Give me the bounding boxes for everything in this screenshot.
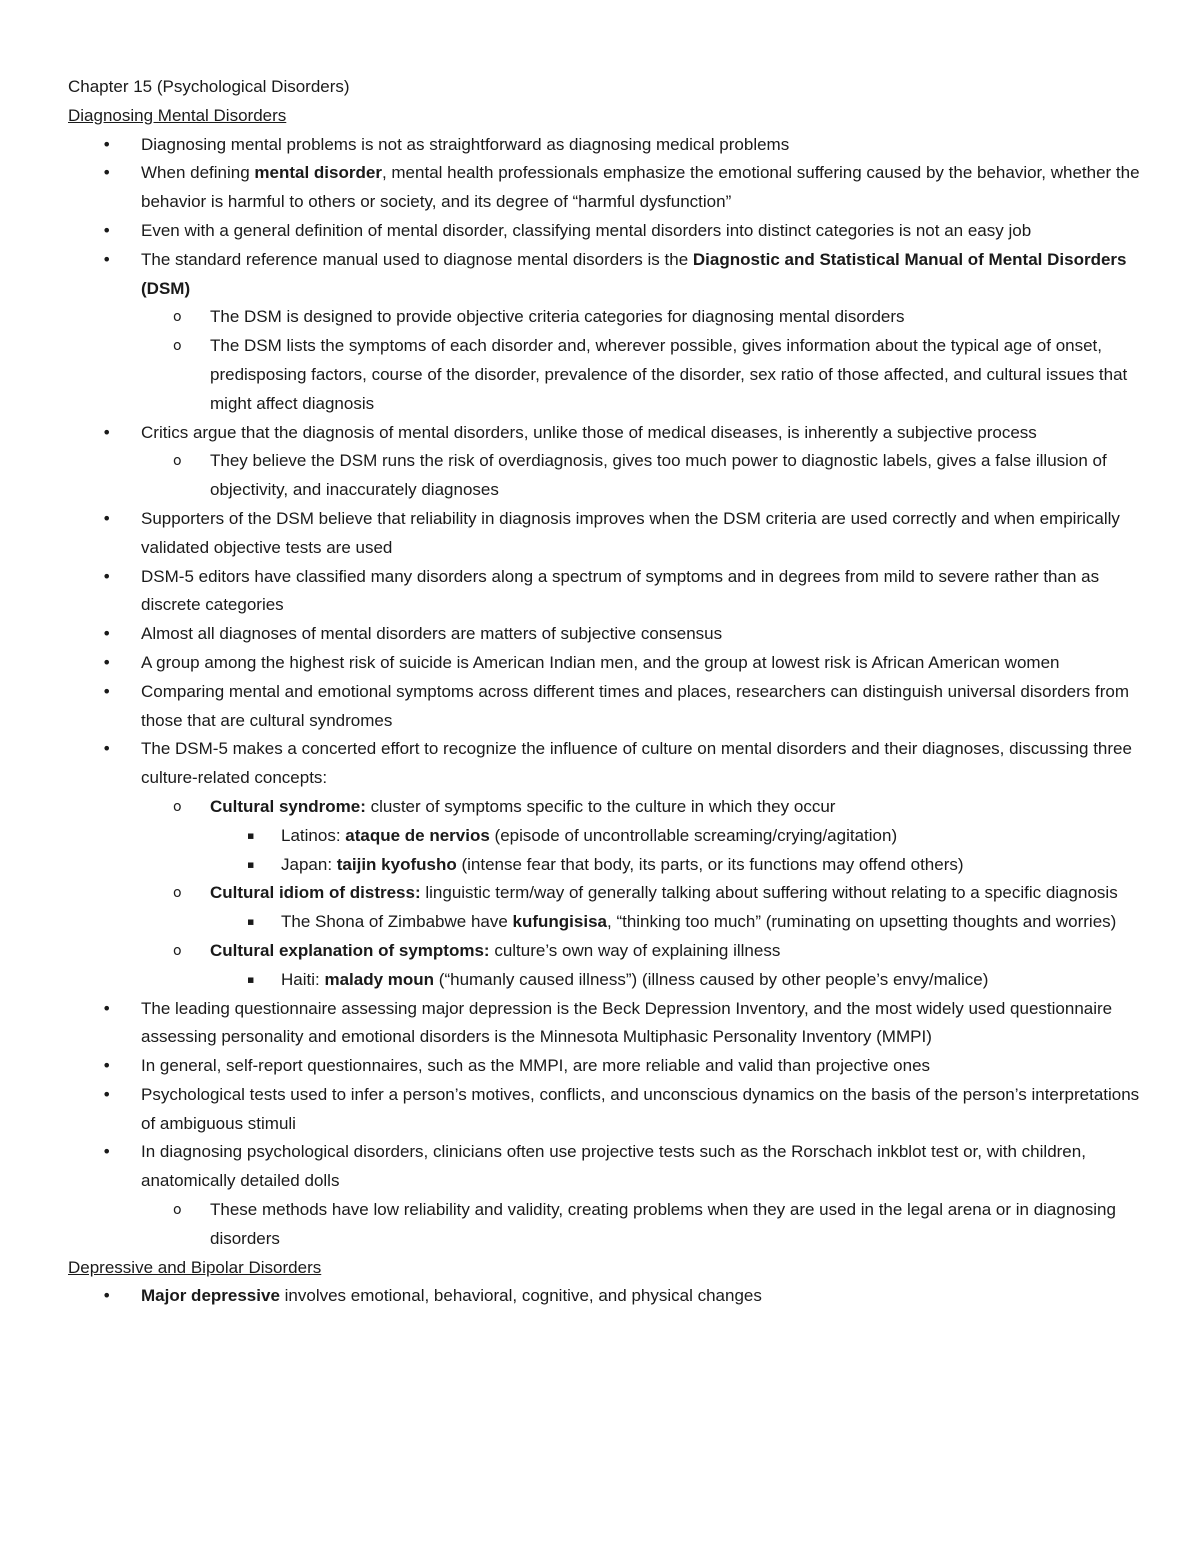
circle-bullet-icon: o — [173, 338, 182, 355]
list-item — [68, 793, 1140, 822]
list-item — [68, 678, 1140, 736]
item-text: DSM-5 editors have classified many disorders along a spectrum of symptoms and in degrees from mild to severe rather than as discrete categories — [141, 566, 1100, 615]
section-list-depressive-bipolar — [68, 1282, 1140, 1311]
circle-bullet-icon: o — [173, 942, 182, 959]
list-item — [68, 851, 1140, 880]
item-text: linguistic term/way of generally talking about suffering without relating to a specific diagnosis — [420, 883, 1118, 903]
list-item — [68, 879, 1140, 908]
bullet-icon: • — [102, 998, 112, 1018]
bold-term: Diagnostic and Statistical Manual of Mental Disorders (DSM) — [141, 249, 1127, 298]
bullet-icon: • — [102, 1142, 112, 1162]
bold-term: mental disorder — [254, 163, 382, 183]
bullet-icon: • — [102, 220, 112, 240]
list-item — [68, 217, 1140, 246]
circle-bullet-icon: o — [173, 798, 182, 815]
bold-term: Cultural explanation of symptoms: — [210, 940, 490, 960]
list-item — [68, 1081, 1140, 1139]
circle-bullet-icon: o — [173, 1202, 182, 1219]
item-text: In diagnosing psychological disorders, clinicians often use projective tests such as the Rorschach inkblot test or, with children, anatomically detailed dolls — [141, 1142, 1086, 1191]
list-item — [68, 1282, 1140, 1311]
bullet-icon: • — [102, 422, 112, 442]
list-item — [68, 303, 1140, 332]
item-text: Even with a general definition of mental disorder, classifying mental disorders into distinct categories is not an easy job — [141, 220, 1032, 240]
list-item — [68, 1052, 1140, 1081]
list-item — [68, 649, 1140, 678]
bold-term: Major depressive — [141, 1286, 280, 1306]
item-text: Supporters of the DSM believe that reliability in diagnosis improves when the DSM criteria are used correctly and when empirically validated objective tests are used — [141, 508, 1120, 557]
list-item — [68, 563, 1140, 621]
bold-term: malady moun — [324, 969, 435, 989]
bullet-icon: • — [102, 1084, 112, 1104]
bullet-icon: • — [102, 134, 112, 154]
list-item — [68, 966, 1140, 995]
item-text: The standard reference manual used to diagnose mental disorders is the — [141, 249, 693, 269]
item-text: Critics argue that the diagnosis of mental disorders, unlike those of medical diseases, is inherently a subjective process — [141, 422, 1037, 442]
item-text: The Shona of Zimbabwe have — [281, 912, 513, 932]
list-item — [68, 246, 1140, 304]
list-item — [68, 937, 1140, 966]
item-text: The DSM lists the symptoms of each disorder and, wherever possible, gives information about the typical age of onset, predisposing factors, course of the disorder, prevalence of the disorder, sex ratio of those affected, and cultural issues that might affect diagnosis — [210, 336, 1128, 413]
list-item — [68, 447, 1140, 505]
list-item — [68, 505, 1140, 563]
list-item — [68, 1138, 1140, 1196]
item-text: Haiti: — [281, 969, 325, 989]
square-bullet-icon: ▪ — [247, 915, 255, 929]
bullet-icon: • — [102, 249, 112, 269]
list-item — [68, 419, 1140, 448]
section-heading-depressive-bipolar: Depressive and Bipolar Disorders — [68, 1257, 322, 1277]
item-text: , mental health professionals emphasize the emotional suffering caused by the behavior, whether the behavior is harmful to others or society, and its degree of “harmful dysfunction” — [141, 163, 1140, 212]
item-text: Psychological tests used to infer a person’s motives, conflicts, and unconscious dynamics on the basis of the person’s interpretations of ambiguous stimuli — [141, 1084, 1140, 1133]
bullet-icon: • — [102, 681, 112, 701]
item-text: A group among the highest risk of suicide is American Indian men, and the group at lowest risk is African American women — [141, 652, 1060, 672]
bullet-icon: • — [102, 566, 112, 586]
item-text: (“humanly caused illness”) (illness caused by other people’s envy/malice) — [434, 969, 989, 989]
item-text: culture’s own way of explaining illness — [489, 940, 781, 960]
bullet-icon: • — [102, 163, 112, 183]
bold-term: Cultural idiom of distress: — [210, 883, 421, 903]
bold-term: taijin kyofusho — [336, 854, 457, 874]
item-text: When defining — [141, 163, 255, 183]
circle-bullet-icon: o — [173, 885, 182, 902]
item-text: Latinos: — [281, 825, 346, 845]
bullet-icon: • — [102, 1286, 112, 1306]
item-text: The DSM is designed to provide objective criteria categories for diagnosing mental disorders — [210, 307, 905, 327]
circle-bullet-icon: o — [173, 309, 182, 326]
item-text: The DSM-5 makes a concerted effort to recognize the influence of culture on mental disorders and their diagnoses, discussing three culture-related concepts: — [141, 739, 1132, 788]
square-bullet-icon: ▪ — [247, 828, 255, 842]
list-item — [68, 908, 1140, 937]
list-item — [68, 131, 1140, 160]
square-bullet-icon: ▪ — [247, 972, 255, 986]
item-text: (intense fear that body, its parts, or its functions may offend others) — [456, 854, 964, 874]
bullet-icon: • — [102, 508, 112, 528]
item-text: , “thinking too much” (ruminating on upsetting thoughts and worries) — [607, 912, 1117, 932]
item-text: They believe the DSM runs the risk of overdiagnosis, gives too much power to diagnostic labels, gives a false illusion of objectivity, and inaccurately diagnoses — [210, 451, 1107, 500]
item-text: involves emotional, behavioral, cognitive, and physical changes — [279, 1286, 762, 1306]
bullet-icon: • — [102, 1056, 112, 1076]
item-text: Japan: — [281, 854, 337, 874]
item-text: The leading questionnaire assessing major depression is the Beck Depression Inventory, and the most widely used questionnaire assessing personality and emotional disorders is the Minnesota Multiphasic Personality Inventory (MMPI) — [141, 998, 1113, 1047]
section-heading-diagnosing: Diagnosing Mental Disorders — [68, 105, 287, 125]
square-bullet-icon: ▪ — [247, 857, 255, 871]
bold-term: Cultural syndrome: — [210, 796, 366, 816]
item-text: These methods have low reliability and validity, creating problems when they are used in the legal arena or in diagnosing disorders — [210, 1200, 1116, 1248]
item-text: Almost all diagnoses of mental disorders are matters of subjective consensus — [141, 624, 723, 644]
item-text: cluster of symptoms specific to the culture in which they occur — [365, 796, 836, 816]
bold-term: kufungisisa — [512, 912, 607, 932]
list-item — [68, 735, 1140, 793]
list-item — [68, 1196, 1140, 1254]
bullet-icon: • — [102, 739, 112, 759]
item-text: Diagnosing mental problems is not as straightforward as diagnosing medical problems — [141, 134, 790, 154]
bold-term: ataque de nervios — [345, 825, 490, 845]
bullet-icon: • — [102, 652, 112, 672]
item-text: Comparing mental and emotional symptoms across different times and places, researchers can distinguish universal disorders from those that are cultural syndromes — [141, 681, 1130, 730]
document-title: Chapter 15 (Psychological Disorders) — [68, 77, 350, 96]
section-list-diagnosing — [68, 131, 1140, 1254]
list-item — [68, 159, 1140, 217]
list-item — [68, 822, 1140, 851]
list-item — [68, 620, 1140, 649]
bullet-icon: • — [102, 624, 112, 644]
item-text: (episode of uncontrollable screaming/crying/agitation) — [489, 825, 898, 845]
list-item — [68, 332, 1140, 418]
item-text: In general, self-report questionnaires, such as the MMPI, are more reliable and valid than projective ones — [141, 1056, 931, 1076]
list-item — [68, 995, 1140, 1053]
circle-bullet-icon: o — [173, 453, 182, 470]
